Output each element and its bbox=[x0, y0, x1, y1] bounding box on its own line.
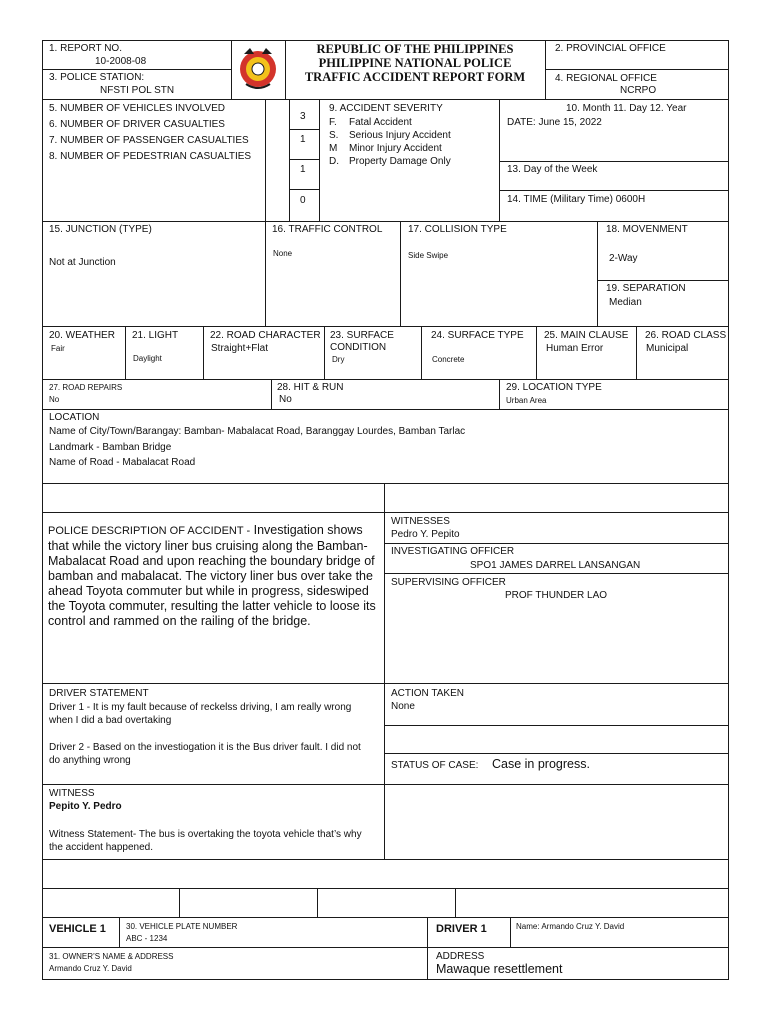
collision-value: Side Swipe bbox=[408, 251, 449, 260]
regional-office-label: 4. REGIONAL OFFICE bbox=[555, 73, 657, 84]
separation-label: 19. SEPARATION bbox=[606, 283, 686, 294]
address-label: ADDRESS bbox=[436, 951, 485, 962]
surface-type-label: 24. SURFACE TYPE bbox=[431, 330, 524, 341]
title-line-2: PHILIPPINE NATIONAL POLICE bbox=[318, 56, 512, 70]
passenger-casualties-label: 7. NUMBER OF PASSENGER CASUALTIES bbox=[49, 135, 249, 146]
regional-office-value: NCRPO bbox=[620, 85, 657, 96]
action-blank-cell bbox=[384, 725, 729, 754]
description-block bbox=[48, 523, 376, 629]
light-value: Daylight bbox=[133, 354, 162, 363]
supervising-officer-value: PROF THUNDER LAO bbox=[505, 590, 608, 601]
address-value: Mawaque resettlement bbox=[436, 962, 563, 976]
status-label: STATUS OF CASE: bbox=[391, 760, 479, 771]
road-repairs-label: 27. ROAD REPAIRS bbox=[49, 383, 123, 392]
police-station-value: NFSTI POL STN bbox=[100, 85, 175, 96]
severity-code-f: F. bbox=[329, 117, 337, 128]
road-class-value: Municipal bbox=[646, 343, 689, 354]
sketch-blank-left bbox=[42, 483, 385, 513]
plate-value: ABC - 1234 bbox=[126, 934, 168, 943]
main-clause-value: Human Error bbox=[546, 343, 604, 354]
investigating-officer-label: INVESTIGATING OFFICER bbox=[391, 546, 515, 557]
driver-1-statement: Driver 1 - It is my fault because of reckelss driving, I am really wrong when I did a bad overtaking bbox=[49, 702, 352, 726]
action-taken-value: None bbox=[391, 701, 415, 712]
pedestrian-casualties-label: 8. NUMBER OF PEDESTRIAN CASUALTIES bbox=[49, 151, 252, 162]
location-type-label: 29. LOCATION TYPE bbox=[506, 382, 602, 393]
hit-run-label: 28. HIT & RUN bbox=[277, 382, 344, 393]
road-character-label: 22. ROAD CHARACTER bbox=[210, 330, 321, 341]
traffic-control-value: None bbox=[273, 249, 293, 258]
blank-row-2-d bbox=[455, 888, 729, 918]
movement-value: 2-Way bbox=[609, 253, 638, 264]
count-passenger-value: 1 bbox=[300, 164, 306, 175]
surface-condition-label-1: 23. SURFACE bbox=[330, 330, 394, 341]
location-road: Name of Road - Mabalacat Road bbox=[49, 457, 196, 468]
blank-row-2-b bbox=[179, 888, 318, 918]
traffic-control-label: 16. TRAFFIC CONTROL bbox=[272, 224, 383, 235]
separation-value: Median bbox=[609, 297, 642, 308]
severity-text-m: Minor Injury Accident bbox=[349, 143, 442, 154]
location-city: Name of City/Town/Barangay: Bamban- Mabalacat Road, Baranggay Lourdes, Bamban Tarlac bbox=[49, 426, 466, 437]
traffic-control-cell bbox=[265, 221, 401, 327]
main-clause-label: 25. MAIN CLAUSE bbox=[544, 330, 629, 341]
status-value: Case in progress. bbox=[492, 757, 590, 771]
severity-code-m: M bbox=[329, 143, 338, 154]
supervising-officer-label: SUPERVISING OFFICER bbox=[391, 577, 506, 588]
driver-statement-label: DRIVER STATEMENT bbox=[49, 688, 149, 699]
collision-label: 17. COLLISION TYPE bbox=[408, 224, 507, 235]
road-repairs-value: No bbox=[49, 395, 60, 404]
weather-value: Fair bbox=[51, 344, 65, 353]
witness-name: Pepito Y. Pedro bbox=[49, 801, 122, 812]
time-label: 14. TIME (Military Time) 0600H bbox=[507, 194, 646, 205]
full-blank-row bbox=[42, 859, 729, 889]
surface-condition-label-2: CONDITION bbox=[330, 342, 387, 353]
count-driver-value: 1 bbox=[300, 134, 306, 145]
counts-blank-col bbox=[265, 99, 290, 222]
logo-sun bbox=[252, 63, 264, 75]
day-of-week-label: 13. Day of the Week bbox=[507, 164, 598, 175]
severity-text-f: Fatal Accident bbox=[349, 117, 412, 128]
driver-2-statement: Driver 2 - Based on the investiogation it is the Bus driver fault. I did not do anything wrong bbox=[49, 742, 361, 766]
witness-statement: Witness Statement- The bus is overtaking the toyota vehicle that’s why the accident happened. bbox=[49, 829, 362, 853]
sketch-blank-right bbox=[384, 483, 729, 513]
road-class-label: 26. ROAD CLASS bbox=[645, 330, 727, 341]
driver-label: DRIVER 1 bbox=[436, 923, 487, 935]
blank-row-2-a bbox=[42, 888, 180, 918]
light-label: 21. LIGHT bbox=[132, 330, 179, 341]
police-station-label: 3. POLICE STATION: bbox=[49, 72, 145, 83]
surface-type-value: Concrete bbox=[432, 355, 465, 364]
junction-label: 15. JUNCTION (TYPE) bbox=[49, 224, 152, 235]
severity-code-d: D. bbox=[329, 156, 339, 167]
date-labels: 10. Month 11. Day 12. Year bbox=[566, 103, 687, 114]
witness-right-blank bbox=[384, 784, 729, 860]
surface-condition-value: Dry bbox=[332, 355, 345, 364]
witnesses-value: Pedro Y. Pepito bbox=[391, 529, 460, 540]
description-label: POLICE DESCRIPTION OF ACCIDENT - bbox=[48, 525, 251, 537]
witnesses-label: WITNESSES bbox=[391, 516, 450, 527]
description-text: Investigation shows that while the victory liner bus cruising along the Bamban-Mabalacat Road and upon reaching the boundary bridge of bamban and mabalacat. The victory liner bus over take the ahead Toyota commuter but while in progress, sideswiped the Toyota commuter, resulting the latter vehicle to loose its control and rammed on the railing of the bridge. bbox=[48, 523, 376, 628]
severity-code-s: S. bbox=[329, 130, 339, 141]
severity-text-s: Serious Injury Accident bbox=[349, 130, 451, 141]
driver-name: Name: Armando Cruz Y. David bbox=[516, 922, 625, 931]
vehicles-label: 5. NUMBER OF VEHICLES INVOLVED bbox=[49, 103, 225, 114]
vehicle-label: VEHICLE 1 bbox=[49, 923, 106, 935]
location-type-value: Urban Area bbox=[506, 396, 547, 405]
junction-value: Not at Junction bbox=[49, 257, 116, 268]
severity-label: 9. ACCIDENT SEVERITY bbox=[329, 103, 443, 114]
plate-label: 30. VEHICLE PLATE NUMBER bbox=[126, 922, 238, 931]
count-pedestrian-value: 0 bbox=[300, 195, 306, 206]
report-no-value: 10-2008-08 bbox=[95, 56, 147, 67]
severity-text-d: Property Damage Only bbox=[349, 156, 451, 167]
owner-value: Armando Cruz Y. David bbox=[49, 964, 132, 973]
hit-run-value: No bbox=[279, 394, 292, 405]
title-line-3: TRAFFIC ACCIDENT REPORT FORM bbox=[304, 70, 526, 84]
road-character-value: Straight+Flat bbox=[211, 343, 268, 354]
weather-label: 20. WEATHER bbox=[49, 330, 115, 341]
witness-label: WITNESS bbox=[49, 788, 95, 799]
action-taken-label: ACTION TAKEN bbox=[391, 688, 464, 699]
count-vehicles-value: 3 bbox=[300, 111, 306, 122]
date-value: DATE: June 15, 2022 bbox=[507, 117, 602, 128]
owner-label: 31. OWNER’S NAME & ADDRESS bbox=[49, 952, 174, 961]
report-no-label: 1. REPORT NO. bbox=[49, 43, 122, 54]
investigating-officer-value: SPO1 JAMES DARREL LANSANGAN bbox=[470, 560, 641, 571]
location-label: LOCATION bbox=[49, 412, 100, 423]
title-line-1: REPUBLIC OF THE PHILIPPINES bbox=[316, 42, 514, 56]
junction-cell bbox=[42, 221, 266, 327]
location-landmark: Landmark - Bamban Bridge bbox=[49, 442, 172, 453]
blank-row-2-c bbox=[317, 888, 456, 918]
driver-casualties-label: 6. NUMBER OF DRIVER CASUALTIES bbox=[49, 119, 225, 130]
movement-label: 18. MOVENMENT bbox=[606, 224, 688, 235]
collision-cell bbox=[400, 221, 598, 327]
provincial-office-label: 2. PROVINCIAL OFFICE bbox=[555, 43, 666, 54]
pnp-logo bbox=[236, 44, 280, 94]
